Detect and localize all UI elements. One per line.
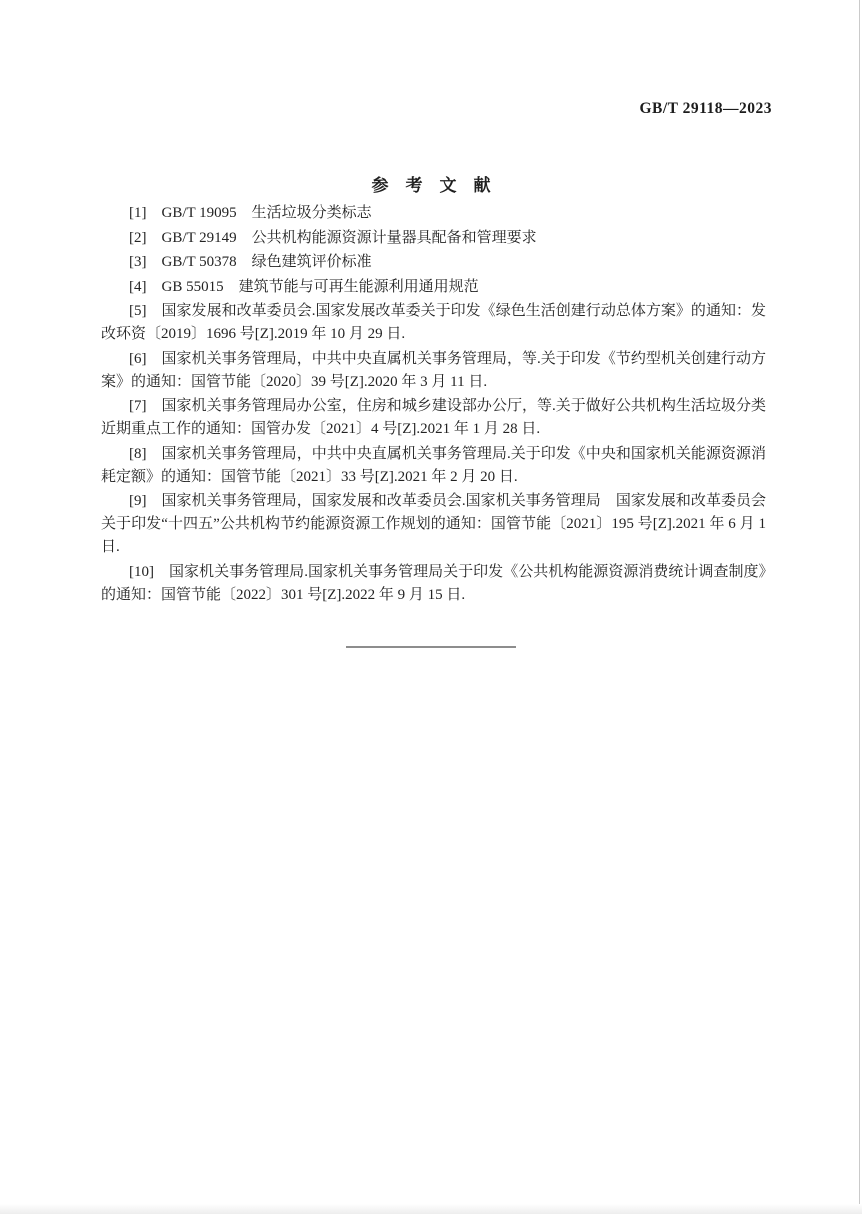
reference-item: [4] GB 55015 建筑节能与可再生能源利用通用规范 — [129, 278, 479, 295]
reference-item: [8] 国家机关事务管理局，中共中央直属机关事务管理局.关于印发《中央和国家机关能源资源消耗定额》的通知：国管节能〔2021〕33 号[Z].2021 年 2 月 20 日. — [101, 445, 766, 485]
reference-item: [3] GB/T 50378 绿色建筑评价标准 — [129, 254, 372, 270]
reference-item: [9] 国家机关事务管理局，国家发展和改革委员会.国家机关事务管理局 国家发展和改革委员会关于印发“十四五”公共机构节约能源资源工作规划的通知：国管节能〔2021〕195 号[Z].2021 年 6 月 1 日. — [101, 493, 766, 555]
reference-item: [10] 国家机关事务管理局.国家机关事务管理局关于印发《公共机构能源资源消费统计调查制度》的通知：国管节能〔2022〕301 号[Z].2022 年 9 月 15 日. — [101, 563, 766, 603]
reference-item: [5] 国家发展和改革委员会.国家发展改革委关于印发《绿色生活创建行动总体方案》的通知：发改环资〔2019〕1696 号[Z].2019 年 10 月 29 日. — [101, 303, 766, 342]
scan-page-edge-bottom — [0, 1204, 862, 1214]
reference-item: [1] GB/T 19095 生活垃圾分类标志 — [129, 205, 372, 221]
scan-page-edge-right — [859, 0, 860, 1208]
section-divider — [0, 646, 862, 648]
standard-number: GB/T 29118—2023 — [639, 100, 772, 117]
reference-item: [2] GB/T 29149 公共机构能源资源计量器具配备和管理要求 — [129, 229, 537, 246]
reference-item: [6] 国家机关事务管理局，中共中央直属机关事务管理局，等.关于印发《节约型机关创建行动方案》的通知：国管节能〔2020〕39 号[Z].2020 年 3 月 11 日. — [101, 350, 766, 390]
reference-item: [7] 国家机关事务管理局办公室，住房和城乡建设部办公厅，等.关于做好公共机构生活垃圾分类近期重点工作的通知：国管办发〔2021〕4 号[Z].2021 年 1 月 28 日. — [101, 398, 766, 437]
divider-line — [346, 646, 516, 648]
page-title: 参考文献 — [371, 176, 508, 195]
reference-list — [101, 202, 766, 608]
